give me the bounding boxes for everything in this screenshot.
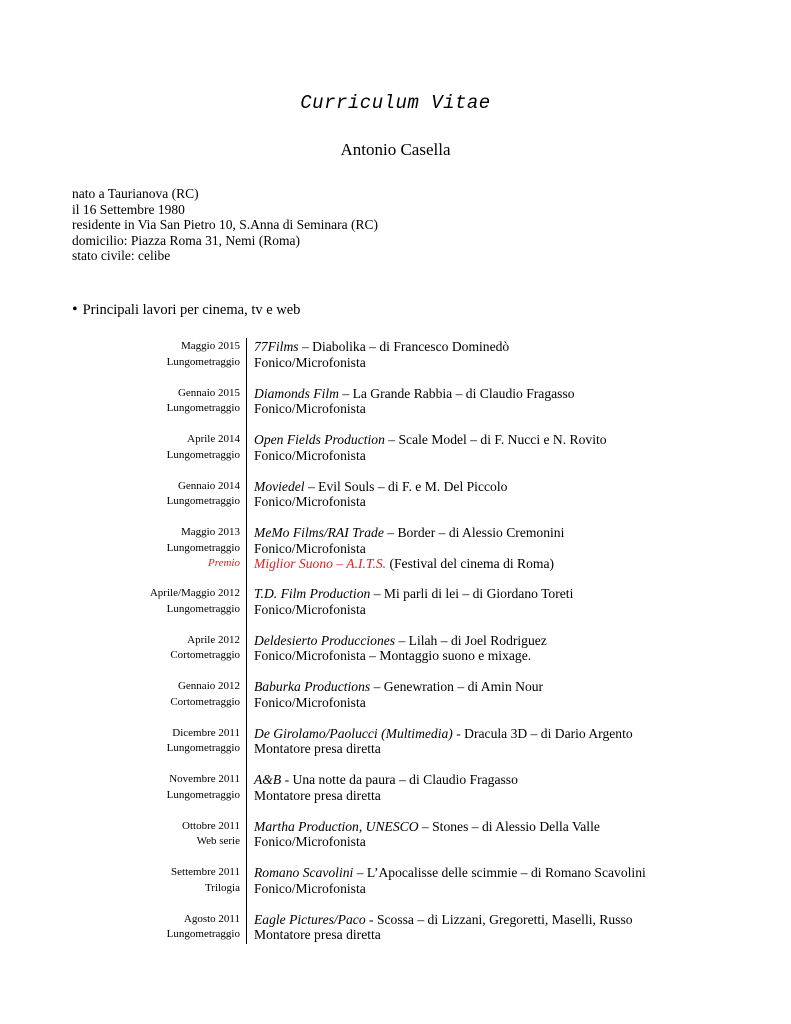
entry-separator: –: [384, 432, 399, 447]
entry-company: De Girolamo/Paolucci (Multimedia): [254, 725, 453, 741]
work-entry: [0, 633, 791, 680]
entry-separator: –: [383, 525, 398, 540]
entry-separator: –: [298, 339, 313, 354]
entry-company: Martha Production, UNESCO: [254, 818, 419, 834]
work-entry: [0, 479, 791, 526]
entry-meta: [171, 865, 240, 896]
entry-meta: [150, 586, 240, 617]
entry-separator: -: [365, 911, 377, 927]
entry-title-line: [254, 479, 507, 495]
entry-title-line: [254, 386, 575, 402]
entry-meta: [167, 772, 240, 803]
entry-date: Ottobre 2011: [182, 819, 240, 832]
entry-category: Lungometraggio: [166, 495, 240, 508]
entry-title-line: [254, 525, 564, 541]
entry-separator: –: [370, 679, 384, 694]
bullet-icon: •: [72, 301, 78, 318]
work-list: [0, 339, 791, 958]
entry-date: Aprile 2012: [187, 633, 240, 646]
document-title: Curriculum Vitae: [300, 92, 491, 114]
entry-title-line: [254, 633, 547, 649]
marital-status: stato civile: celibe: [72, 248, 171, 264]
entry-category: Lungometraggio: [166, 448, 240, 461]
entry-date: Settembre 2011: [171, 866, 240, 878]
entry-work: Mi parli di lei – di Giordano Toreti: [383, 586, 574, 601]
entry-category: Lungometraggio: [166, 788, 240, 801]
entry-body: [254, 772, 518, 803]
entry-company: Eagle Pictures/Paco: [254, 911, 366, 927]
birthdate: il 16 Settembre 1980: [72, 201, 185, 217]
entry-category: Lungometraggio: [166, 355, 240, 368]
work-entry: [0, 679, 791, 726]
entry-date: Dicembre 2011: [172, 726, 240, 739]
entry-body: [254, 339, 509, 370]
entry-company: A&B: [254, 772, 282, 787]
entry-work: Evil Souls – di F. e M. Del Piccolo: [318, 478, 508, 494]
personal-info: [72, 186, 378, 264]
entry-body: [254, 586, 573, 617]
award-name: Miglior Suono – A.I.T.S.: [254, 556, 387, 572]
entry-role: Montatore presa diretta: [254, 741, 381, 757]
entry-separator: –: [418, 818, 433, 834]
person-name: Antonio Casella: [340, 140, 451, 159]
section-heading: [72, 301, 300, 319]
entry-role: Montatore presa diretta: [254, 927, 381, 943]
entry-date: Gennaio 2012: [177, 680, 240, 692]
birthplace: nato a Taurianova (RC): [72, 186, 199, 201]
entry-meta: [167, 339, 240, 370]
entry-meta: [167, 525, 240, 572]
entry-body: [254, 679, 543, 710]
entry-title-line: [254, 912, 633, 928]
entry-date: Aprile 2014: [187, 433, 240, 445]
entry-separator: –: [304, 478, 319, 494]
work-entry: [0, 819, 791, 866]
entry-body: [254, 726, 633, 757]
entry-company: Deldesierto Producciones: [254, 632, 396, 648]
work-entry: [0, 726, 791, 773]
entry-separator: -: [281, 772, 293, 787]
entry-date: Maggio 2015: [181, 340, 240, 352]
entry-company: T.D. Film Production: [254, 586, 371, 601]
entry-category: Trilogia: [204, 881, 240, 894]
entry-work: La Grande Rabbia – di Claudio Fragasso: [352, 385, 575, 401]
entry-body: [254, 432, 607, 463]
entry-meta: [167, 479, 240, 510]
entry-separator: –: [353, 865, 367, 880]
entry-separator: –: [338, 385, 353, 401]
entry-category: Cortometraggio: [170, 649, 240, 662]
entry-body: [254, 912, 633, 943]
entry-meta: [182, 819, 240, 850]
entry-title-line: [254, 819, 600, 835]
entry-title-line: [254, 586, 573, 602]
entry-title-line: [254, 865, 646, 881]
work-entry: [0, 865, 791, 912]
entry-title-line: [254, 726, 633, 742]
entry-work: Stones – di Alessio Della Valle: [432, 818, 600, 834]
entry-work: L’Apocalisse delle scimmie – di Romano Scavolini: [366, 865, 646, 880]
section-heading-text: Principali lavori per cinema, tv e web: [82, 302, 301, 318]
entry-company: Romano Scavolini: [254, 865, 354, 880]
entry-category: Web serie: [196, 835, 240, 848]
entry-role: Fonico/Microfonista: [254, 447, 366, 463]
entry-title-line: [254, 772, 518, 788]
entry-work: Genewration – di Amin Nour: [383, 679, 544, 694]
entry-category: Lungometraggio: [166, 928, 240, 941]
entry-title-line: [254, 339, 509, 355]
work-entry: [0, 772, 791, 819]
entry-company: Diamonds Film: [254, 385, 339, 401]
entry-work: Una notte da paura – di Claudio Fragasso: [292, 772, 518, 787]
entry-work: Diabolika – di Francesco Dominedò: [312, 339, 510, 354]
award-label: Premio: [208, 557, 240, 570]
entry-body: [254, 386, 575, 417]
work-entry: [0, 525, 791, 586]
residence: residente in Via San Pietro 10, S.Anna di Seminara (RC): [72, 217, 379, 233]
entry-company: MeMo Films/RAI Trade: [254, 525, 384, 540]
entry-work: Scossa – di Lizzani, Gregoretti, Maselli, Russo: [376, 911, 633, 927]
entry-role: Fonico/Microfonista: [254, 880, 366, 896]
entry-meta: [167, 386, 240, 417]
entry-meta: [170, 633, 240, 664]
entry-company: Moviedel: [254, 478, 305, 494]
entry-date: Novembre 2011: [169, 773, 240, 785]
entry-body: [254, 633, 547, 664]
entry-role: Fonico/Microfonista: [254, 540, 366, 556]
entry-body: [254, 479, 507, 510]
work-entry: [0, 586, 791, 633]
entry-role: Fonico/Microfonista: [254, 694, 366, 710]
entry-date: Aprile/Maggio 2012: [149, 587, 240, 599]
entry-role: Fonico/Microfonista: [254, 834, 366, 850]
entry-work: Lilah – di Joel Rodriguez: [408, 632, 547, 648]
entry-date: Gennaio 2014: [177, 479, 240, 492]
entry-separator: -: [452, 725, 465, 741]
entry-meta: [167, 432, 240, 463]
entry-title-line: [254, 432, 607, 448]
award-line: [254, 556, 564, 572]
entry-date: Agosto 2011: [183, 912, 240, 925]
entry-work: Dracula 3D – di Dario Argento: [464, 725, 633, 741]
entry-body: [254, 525, 564, 572]
entry-date: Gennaio 2015: [177, 386, 240, 399]
entry-meta: [167, 912, 240, 943]
entry-category: Lungometraggio: [166, 602, 240, 615]
entry-separator: –: [395, 632, 409, 648]
entry-work: Border – di Alessio Cremonini: [397, 525, 565, 540]
work-entry: [0, 339, 791, 386]
entry-separator: –: [370, 586, 384, 601]
entry-meta: [170, 679, 240, 710]
entry-category: Lungometraggio: [166, 402, 240, 415]
entry-work: Scale Model – di F. Nucci e N. Rovito: [398, 432, 607, 447]
entry-role: Fonico/Microfonista – Montaggio suono e mixage.: [254, 648, 532, 664]
entry-role: Montatore presa diretta: [254, 787, 381, 803]
entry-company: 77Films: [254, 339, 299, 354]
entry-title-line: [254, 679, 543, 695]
work-entry: [0, 386, 791, 433]
entry-date: Maggio 2013: [181, 526, 240, 538]
entry-body: [254, 865, 646, 896]
award-note: (Festival del cinema di Roma): [386, 556, 555, 572]
entry-role: Fonico/Microfonista: [254, 354, 366, 370]
entry-meta: [167, 726, 240, 757]
entry-category: Lungometraggio: [166, 742, 240, 755]
work-entry: [0, 432, 791, 479]
entry-role: Fonico/Microfonista: [254, 494, 366, 510]
entry-role: Fonico/Microfonista: [254, 601, 366, 617]
entry-category: Lungometraggio: [166, 541, 240, 554]
work-entry: [0, 912, 791, 959]
entry-role: Fonico/Microfonista: [254, 401, 366, 417]
entry-category: Cortometraggio: [170, 695, 240, 708]
entry-company: Open Fields Production: [254, 432, 385, 447]
domicile: domicilio: Piazza Roma 31, Nemi (Roma): [72, 232, 300, 248]
entry-company: Baburka Productions: [254, 679, 371, 694]
entry-body: [254, 819, 600, 850]
